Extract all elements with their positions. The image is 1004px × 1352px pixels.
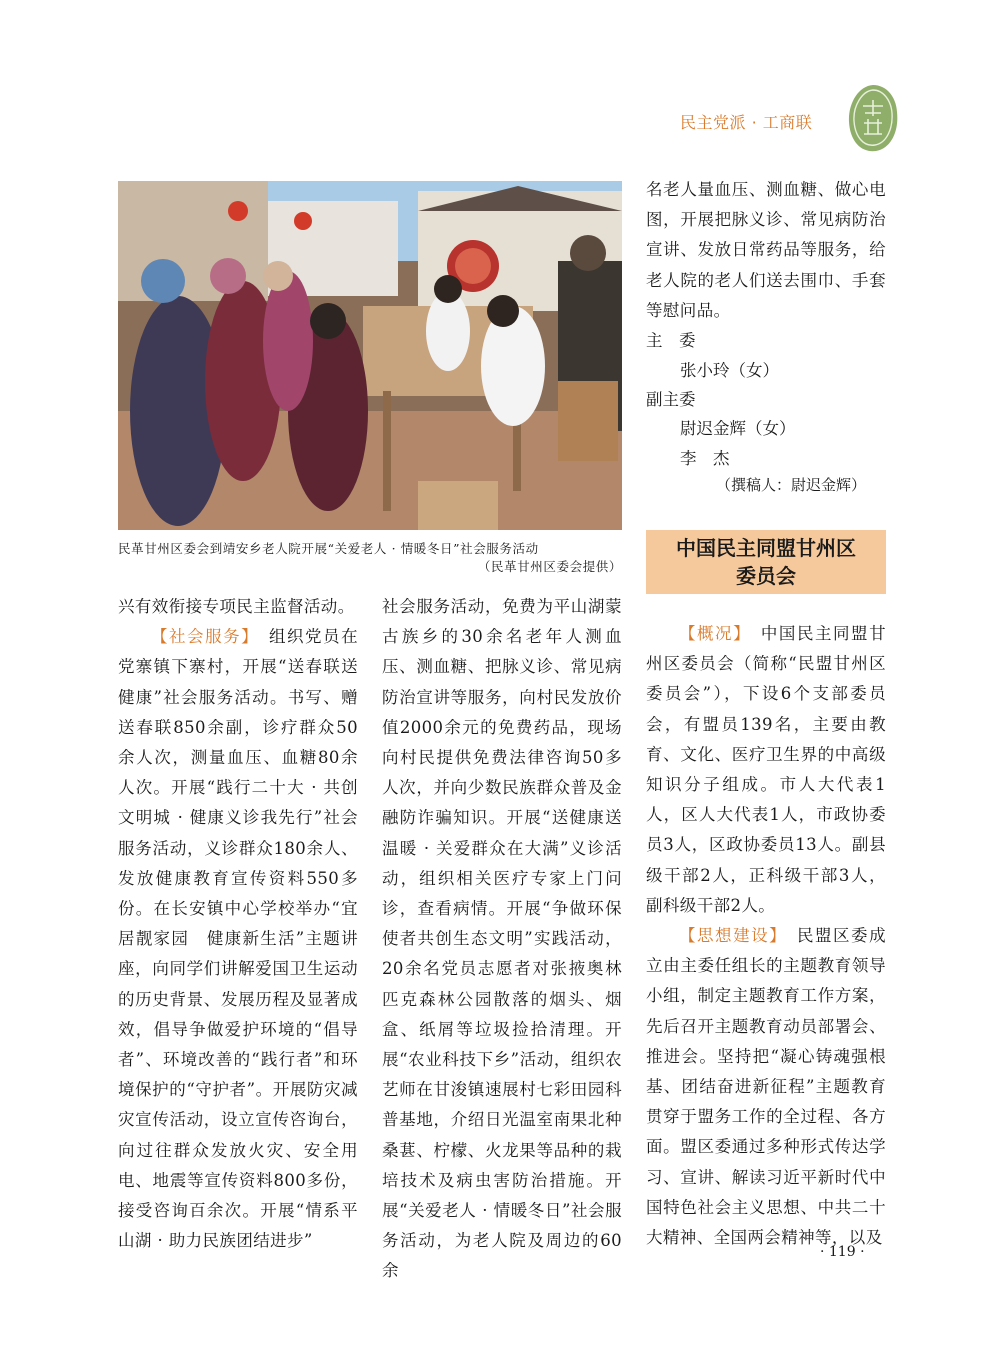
col3-top-paragraph: 名老人量血压、测血糖、做心电图，开展把脉义诊、常见病防治宣讲、发放日常药品等服务，给老人院的老人们送去围巾、手套等慰问品。: [646, 180, 886, 320]
roster-vice-1: 尉迟金辉（女）: [680, 419, 796, 438]
tag-ideology: 【思想建设】: [679, 926, 779, 946]
col1-paragraph-1: 兴有效衔接专项民主监督活动。: [118, 597, 355, 616]
photo-caption: 民革甘州区委会到靖安乡老人院开展“关爱老人 · 情暖冬日”社会服务活动: [118, 541, 539, 556]
section-title-line-2: 委员会: [736, 564, 796, 588]
activity-photo: [118, 181, 622, 530]
col2-paragraph: 社会服务活动，免费为平山湖蒙古族乡的30余名老年人测血压、测血糖、把脉义诊、常见病防治宣讲等服务，向村民发放价值2000余元的免费药品，现场向村民提供免费法律咨询50多人次，并向少数民族群众普及金融防诈骗知识。开展“送健康送温暖 · 关爱群众在大满”义诊活动，组织相关医疗专家上门问诊，查看病情。开展“争做环保使者共创生态文明”实践活动，20余名党员志愿者对张掖奥林匹克森林公园散落的烟头、烟盒、纸屑等垃圾捡拾清理。开展“农业科技下乡”活动，组织农艺师在甘浚镇速展村七彩田园科普基地，介绍日光温室南果北种桑葚、柠檬、火龙果等品种的栽培技术及病虫害防治措施。开展“关爱老人 · 情暖冬日”社会服务活动，为老人院及周边的60余: [382, 597, 622, 1281]
section-title-line-1: 中国民主同盟甘州区: [676, 536, 856, 560]
column-3-bottom: [646, 619, 886, 1253]
col1-paragraph-2-text: 组织党员在党寨镇下寨村，开展“送春联送健康”社会服务活动。书写、赠送春联850余副，诊疗群众50余人次，测量血压、血糖80余人次。开展“践行二十大 · 共创文明城 · 健康义诊我先行”社会服务活动，义诊群众180余人、发放健康教育宣传资料550多份。在长安镇中心学校举办“宜居靓家园 健康新生活”主题讲座，向同学们讲解爱国卫生运动的历史背景、发展历程及显著成效，倡导争做爱护环境的“倡导者”、环境改善的“践行者”和环境保护的“守护者”。开展防灾减灾宣传活动，设立宣传咨询台，向过往群众发放火灾、安全用电、地震等宣传资料800多份，接受咨询百余次。开展“情系平山湖 · 助力民族团结进步”: [118, 627, 358, 1251]
column-2: [382, 592, 622, 1287]
roster-chair: 张小玲（女）: [680, 361, 779, 380]
author-credit: （撰稿人：尉迟金辉）: [716, 476, 867, 494]
section-label: 民主党派 · 工商联: [680, 113, 813, 132]
column-3-top: [646, 175, 886, 326]
column-1: [118, 592, 358, 1256]
tag-social-service: 【社会服务】: [151, 627, 251, 647]
col3-ideology-text: 民盟区委成立由主委任组长的主题教育领导小组，制定主题教育工作方案，先后召开主题教育动员部署会、推进会。坚持把“凝心铸魂强根基、团结奋进新征程”主题教育贯穿于盟务工作的全过程、各方面。盟区委通过多种形式传达学习、宣讲、解读习近平新时代中国特色社会主义思想、中共二十大精神、全国两会精神等，以及: [646, 926, 886, 1248]
col3-ideology-paragraph: [646, 921, 886, 1253]
col1-paragraph-2: [118, 622, 358, 1256]
tag-overview: 【概况】: [679, 624, 743, 643]
photo-credit: （民革甘州区委会提供）: [477, 559, 622, 574]
roster-vice-role: 副主委: [646, 390, 696, 409]
col3-overview-text: 中国民主同盟甘州区委员会（简称“民盟甘州区委员会”），下设6个支部委员会，有盟员139名，主要由教育、文化、医疗卫生界的中高级知识分子组成。市人大代表1人，区人大代表1人，市政协委员3人，区政协委员13人。副县级干部2人，正科级干部3人，副科级干部2人。: [646, 624, 886, 915]
roster-vice-2: 李 杰: [680, 449, 730, 468]
section-title: [646, 530, 886, 594]
col3-overview-paragraph: [646, 619, 886, 921]
seal-decoration-icon: [846, 82, 900, 154]
roster-chair-role: 主 委: [646, 331, 696, 350]
page-number: · 119 ·: [820, 1244, 865, 1260]
